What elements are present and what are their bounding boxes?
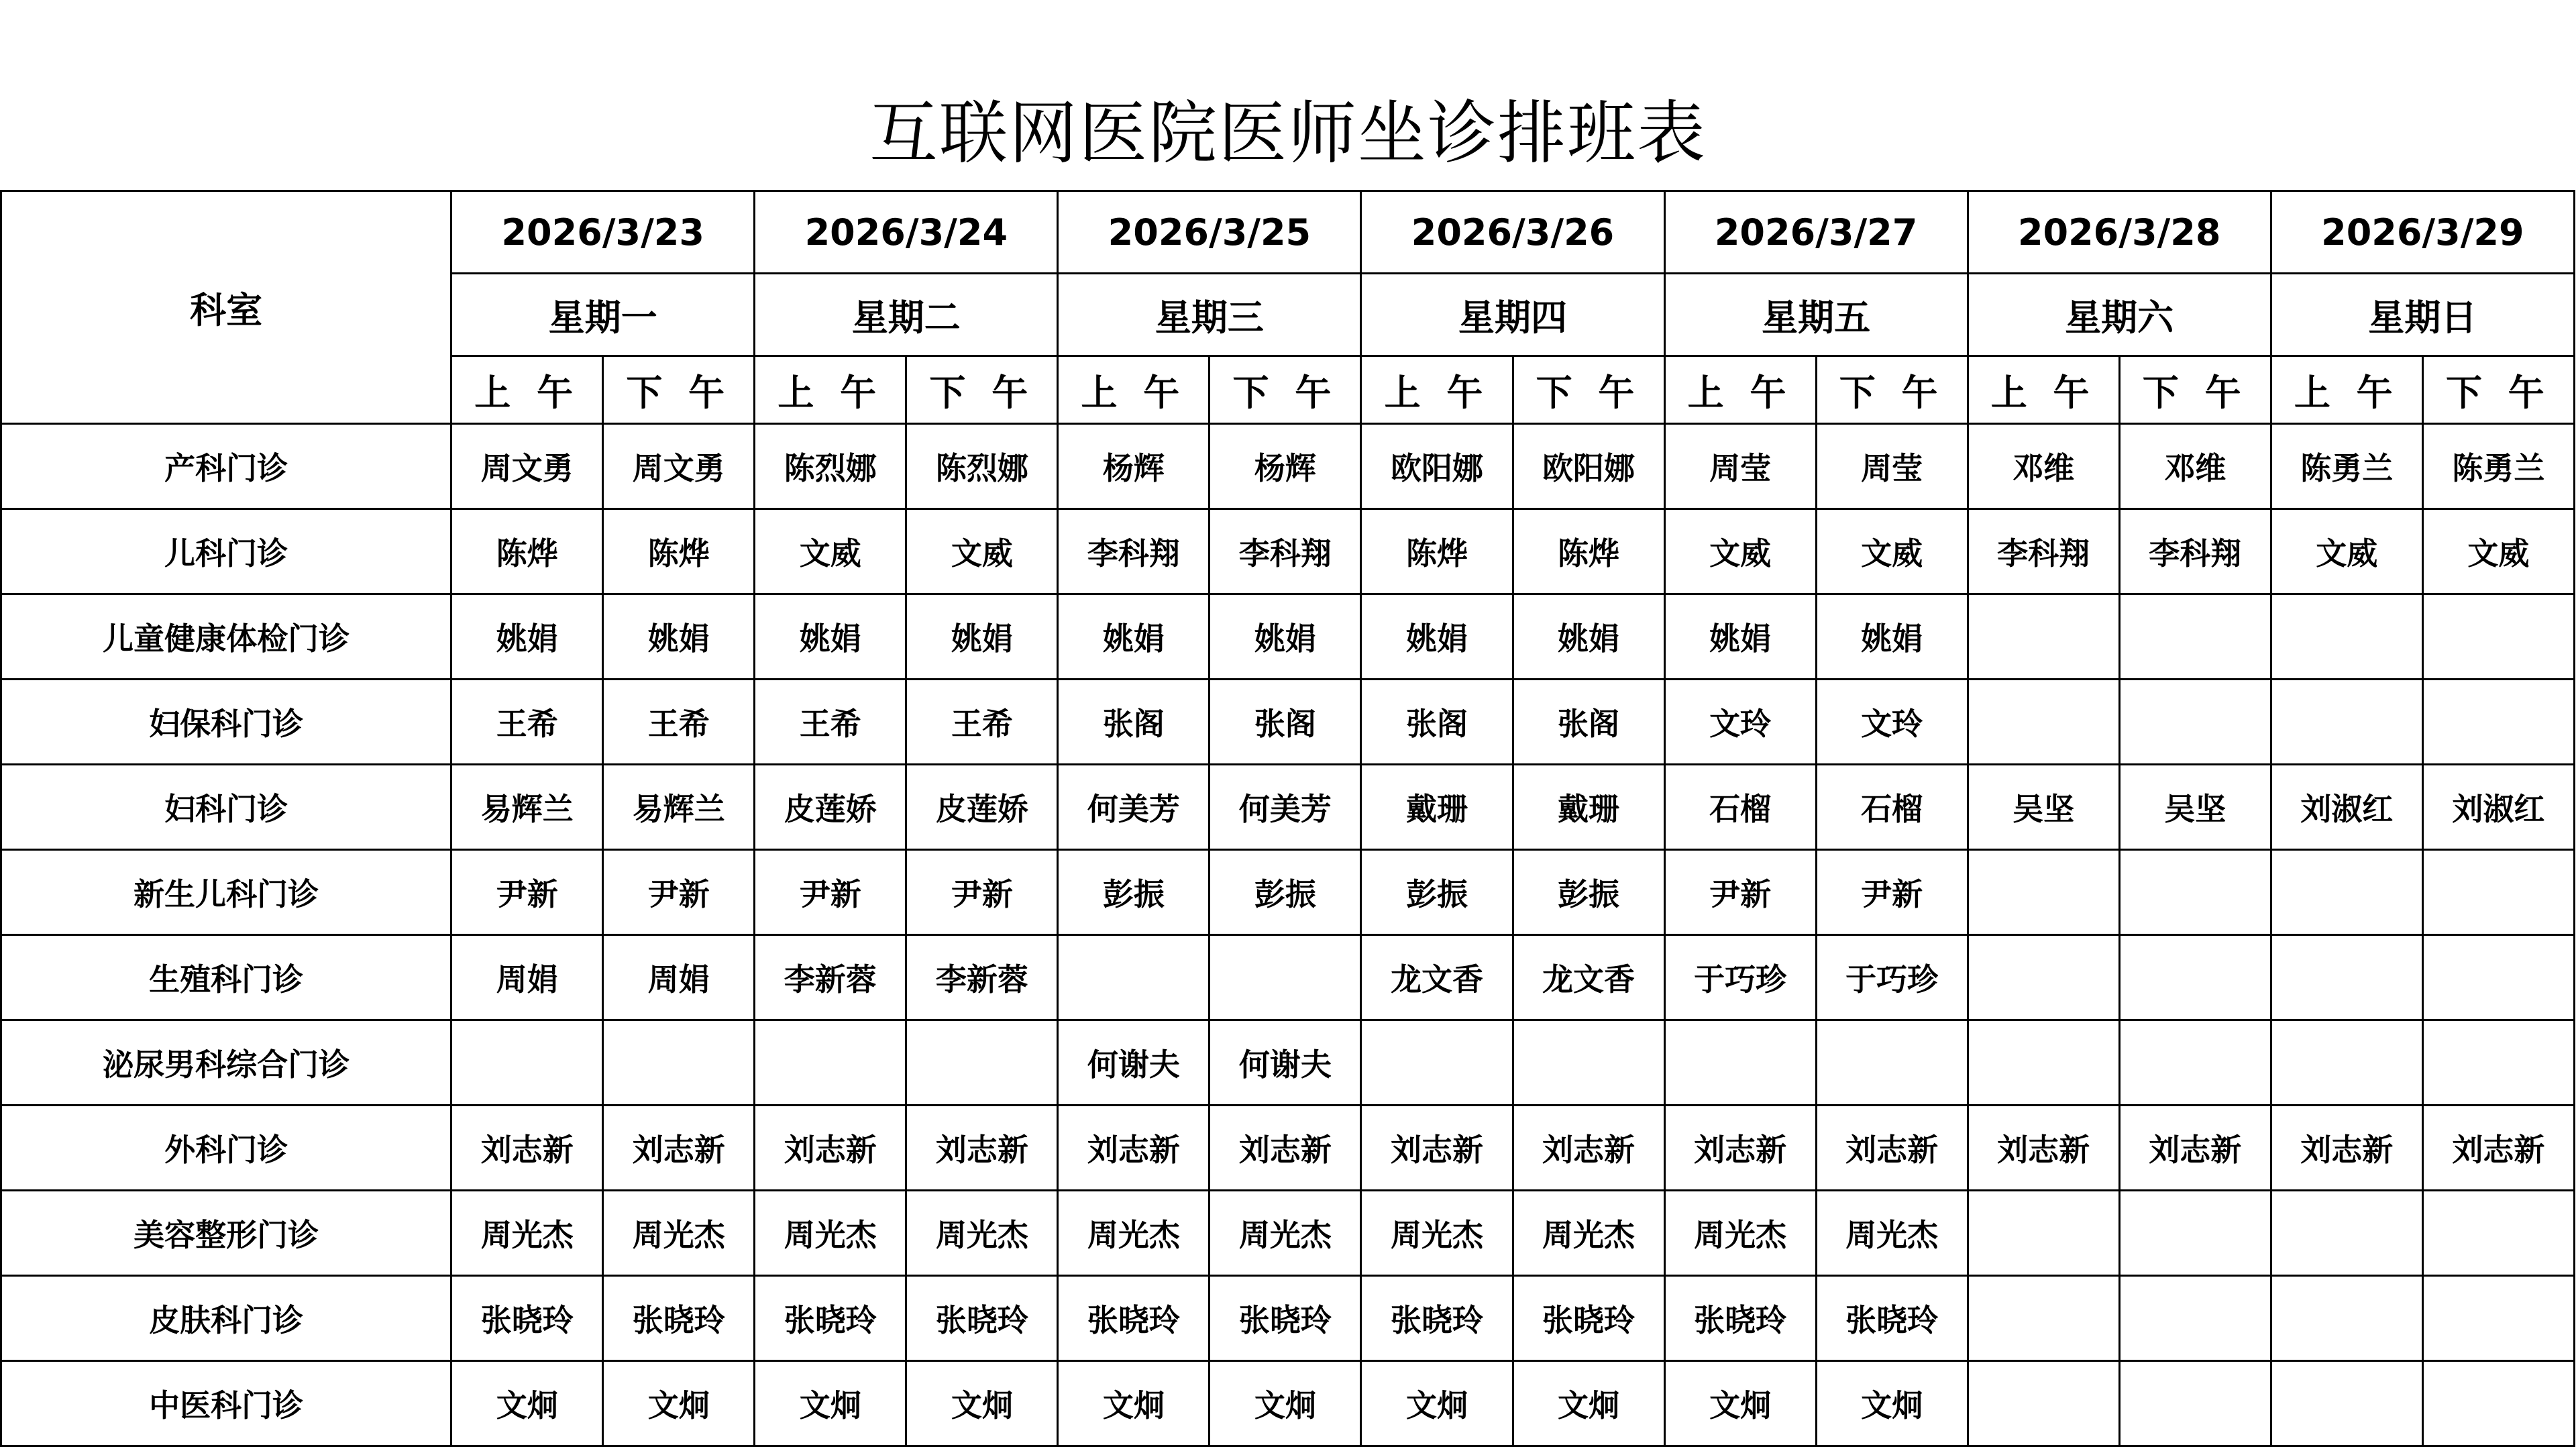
doctor-cell bbox=[1968, 680, 2119, 765]
doctor-cell: 尹新 bbox=[1816, 850, 1968, 935]
doctor-cell: 张晓玲 bbox=[1816, 1276, 1968, 1361]
weekday-header: 星期三 bbox=[1058, 274, 1361, 356]
doctor-cell: 文炯 bbox=[1664, 1361, 1816, 1446]
doctor-cell: 刘淑红 bbox=[2271, 765, 2422, 850]
doctor-cell: 姚娟 bbox=[451, 594, 603, 680]
doctor-cell: 文炯 bbox=[755, 1361, 906, 1446]
doctor-cell: 陈烨 bbox=[1513, 509, 1664, 594]
doctor-cell: 石榴 bbox=[1816, 765, 1968, 850]
doctor-cell bbox=[2119, 850, 2271, 935]
doctor-cell: 王希 bbox=[603, 680, 755, 765]
doctor-cell: 陈烈娜 bbox=[755, 424, 906, 509]
doctor-cell: 刘志新 bbox=[755, 1106, 906, 1191]
doctor-cell bbox=[2271, 935, 2422, 1020]
doctor-cell: 李新蓉 bbox=[755, 935, 906, 1020]
am-header: 上 午 bbox=[755, 356, 906, 424]
doctor-cell: 文炯 bbox=[906, 1361, 1058, 1446]
am-header: 上 午 bbox=[2271, 356, 2422, 424]
doctor-cell: 刘志新 bbox=[1816, 1106, 1968, 1191]
doctor-cell: 张晓玲 bbox=[906, 1276, 1058, 1361]
doctor-cell: 周光杰 bbox=[1816, 1191, 1968, 1276]
doctor-cell: 杨辉 bbox=[1210, 424, 1361, 509]
doctor-cell: 周光杰 bbox=[603, 1191, 755, 1276]
date-header: 2026/3/23 bbox=[451, 191, 755, 274]
doctor-cell: 文威 bbox=[1664, 509, 1816, 594]
doctor-cell: 皮莲娇 bbox=[755, 765, 906, 850]
doctor-cell bbox=[2119, 680, 2271, 765]
doctor-cell: 刘志新 bbox=[1058, 1106, 1210, 1191]
doctor-cell: 尹新 bbox=[906, 850, 1058, 935]
doctor-cell: 杨辉 bbox=[1058, 424, 1210, 509]
doctor-cell: 刘志新 bbox=[1968, 1106, 2119, 1191]
department-cell: 妇保科门诊 bbox=[1, 680, 451, 765]
doctor-cell: 文威 bbox=[2271, 509, 2422, 594]
doctor-cell bbox=[2271, 680, 2422, 765]
department-cell: 产科门诊 bbox=[1, 424, 451, 509]
doctor-cell: 张晓玲 bbox=[603, 1276, 755, 1361]
doctor-cell: 刘志新 bbox=[603, 1106, 755, 1191]
doctor-cell bbox=[1968, 1361, 2119, 1446]
weekday-header: 星期五 bbox=[1664, 274, 1968, 356]
doctor-cell: 周光杰 bbox=[1664, 1191, 1816, 1276]
date-header: 2026/3/29 bbox=[2271, 191, 2574, 274]
doctor-cell bbox=[1816, 1020, 1968, 1106]
doctor-cell: 刘志新 bbox=[1664, 1106, 1816, 1191]
doctor-cell: 张阁 bbox=[1210, 680, 1361, 765]
am-header: 上 午 bbox=[1968, 356, 2119, 424]
doctor-cell: 戴珊 bbox=[1361, 765, 1513, 850]
pm-header: 下 午 bbox=[1210, 356, 1361, 424]
doctor-cell bbox=[2119, 594, 2271, 680]
doctor-cell: 姚娟 bbox=[1513, 594, 1664, 680]
pm-header: 下 午 bbox=[2422, 356, 2574, 424]
doctor-cell bbox=[2271, 850, 2422, 935]
doctor-cell bbox=[2271, 1191, 2422, 1276]
doctor-cell: 彭振 bbox=[1058, 850, 1210, 935]
weekday-header: 星期四 bbox=[1361, 274, 1664, 356]
department-cell: 皮肤科门诊 bbox=[1, 1276, 451, 1361]
doctor-cell: 姚娟 bbox=[1816, 594, 1968, 680]
doctor-cell: 刘志新 bbox=[2422, 1106, 2574, 1191]
doctor-cell bbox=[1058, 935, 1210, 1020]
doctor-cell: 王希 bbox=[906, 680, 1058, 765]
doctor-cell: 陈勇兰 bbox=[2422, 424, 2574, 509]
doctor-cell: 李新蓉 bbox=[906, 935, 1058, 1020]
date-header: 2026/3/28 bbox=[1968, 191, 2271, 274]
table-row bbox=[1, 424, 2575, 509]
doctor-cell: 李科翔 bbox=[2119, 509, 2271, 594]
department-cell: 外科门诊 bbox=[1, 1106, 451, 1191]
doctor-cell: 彭振 bbox=[1513, 850, 1664, 935]
am-header: 上 午 bbox=[1664, 356, 1816, 424]
doctor-cell: 周光杰 bbox=[1058, 1191, 1210, 1276]
doctor-cell bbox=[2422, 1020, 2574, 1106]
doctor-cell: 吴坚 bbox=[1968, 765, 2119, 850]
pm-header: 下 午 bbox=[603, 356, 755, 424]
doctor-cell bbox=[2422, 680, 2574, 765]
doctor-cell: 周莹 bbox=[1664, 424, 1816, 509]
doctor-cell: 文威 bbox=[906, 509, 1058, 594]
doctor-cell bbox=[2422, 935, 2574, 1020]
doctor-cell: 刘淑红 bbox=[2422, 765, 2574, 850]
pm-header: 下 午 bbox=[1513, 356, 1664, 424]
doctor-cell bbox=[451, 1020, 603, 1106]
doctor-cell: 张晓玲 bbox=[755, 1276, 906, 1361]
doctor-cell: 陈烨 bbox=[451, 509, 603, 594]
table-row bbox=[1, 509, 2575, 594]
doctor-cell bbox=[2271, 1276, 2422, 1361]
doctor-cell: 尹新 bbox=[603, 850, 755, 935]
doctor-cell: 于巧珍 bbox=[1816, 935, 1968, 1020]
doctor-cell: 周娟 bbox=[451, 935, 603, 1020]
doctor-cell: 周光杰 bbox=[755, 1191, 906, 1276]
doctor-cell bbox=[2271, 1020, 2422, 1106]
doctor-cell bbox=[2271, 1361, 2422, 1446]
department-cell: 生殖科门诊 bbox=[1, 935, 451, 1020]
table-row bbox=[1, 1276, 2575, 1361]
doctor-cell: 刘志新 bbox=[1513, 1106, 1664, 1191]
page-title: 互联网医院医师坐诊排班表 bbox=[869, 94, 1707, 174]
doctor-cell: 李科翔 bbox=[1968, 509, 2119, 594]
doctor-cell: 姚娟 bbox=[1210, 594, 1361, 680]
doctor-cell: 文炯 bbox=[1058, 1361, 1210, 1446]
doctor-cell: 文炯 bbox=[1513, 1361, 1664, 1446]
doctor-cell bbox=[755, 1020, 906, 1106]
doctor-cell: 姚娟 bbox=[1664, 594, 1816, 680]
doctor-cell bbox=[1210, 935, 1361, 1020]
doctor-cell: 何美芳 bbox=[1210, 765, 1361, 850]
doctor-cell bbox=[1968, 1276, 2119, 1361]
doctor-cell: 张晓玲 bbox=[1361, 1276, 1513, 1361]
weekday-header: 星期一 bbox=[451, 274, 755, 356]
doctor-cell bbox=[1968, 594, 2119, 680]
department-cell: 妇科门诊 bbox=[1, 765, 451, 850]
doctor-cell: 尹新 bbox=[451, 850, 603, 935]
doctor-cell bbox=[2271, 594, 2422, 680]
doctor-cell: 于巧珍 bbox=[1664, 935, 1816, 1020]
doctor-cell: 张阁 bbox=[1058, 680, 1210, 765]
doctor-cell: 陈烈娜 bbox=[906, 424, 1058, 509]
department-column-header: 科室 bbox=[1, 191, 451, 424]
doctor-cell: 彭振 bbox=[1361, 850, 1513, 935]
table-row bbox=[1, 1106, 2575, 1191]
doctor-cell: 欧阳娜 bbox=[1513, 424, 1664, 509]
doctor-cell: 张晓玲 bbox=[1210, 1276, 1361, 1361]
doctor-cell bbox=[1513, 1020, 1664, 1106]
am-header: 上 午 bbox=[451, 356, 603, 424]
doctor-cell: 文炯 bbox=[1361, 1361, 1513, 1446]
doctor-cell: 张晓玲 bbox=[1513, 1276, 1664, 1361]
doctor-cell: 石榴 bbox=[1664, 765, 1816, 850]
am-header: 上 午 bbox=[1058, 356, 1210, 424]
doctor-cell bbox=[1968, 1020, 2119, 1106]
doctor-cell bbox=[2422, 1361, 2574, 1446]
doctor-cell: 李科翔 bbox=[1058, 509, 1210, 594]
doctor-cell: 文威 bbox=[2422, 509, 2574, 594]
doctor-cell: 刘志新 bbox=[1361, 1106, 1513, 1191]
doctor-cell: 刘志新 bbox=[2119, 1106, 2271, 1191]
pm-header: 下 午 bbox=[906, 356, 1058, 424]
pm-header: 下 午 bbox=[1816, 356, 1968, 424]
department-cell: 儿科门诊 bbox=[1, 509, 451, 594]
doctor-cell bbox=[2422, 1191, 2574, 1276]
date-header: 2026/3/27 bbox=[1664, 191, 1968, 274]
table-row bbox=[1, 765, 2575, 850]
doctor-cell: 刘志新 bbox=[1210, 1106, 1361, 1191]
table-row bbox=[1, 1020, 2575, 1106]
doctor-cell bbox=[1361, 1020, 1513, 1106]
table-row bbox=[1, 1191, 2575, 1276]
department-cell: 新生儿科门诊 bbox=[1, 850, 451, 935]
doctor-cell: 姚娟 bbox=[1361, 594, 1513, 680]
doctor-cell bbox=[2119, 1020, 2271, 1106]
date-header: 2026/3/24 bbox=[755, 191, 1058, 274]
doctor-cell: 文玲 bbox=[1816, 680, 1968, 765]
table-row bbox=[1, 850, 2575, 935]
doctor-cell: 文炯 bbox=[603, 1361, 755, 1446]
doctor-cell: 张晓玲 bbox=[1058, 1276, 1210, 1361]
doctor-cell: 文威 bbox=[755, 509, 906, 594]
doctor-cell: 易辉兰 bbox=[603, 765, 755, 850]
weekday-header: 星期二 bbox=[755, 274, 1058, 356]
doctor-cell: 周娟 bbox=[603, 935, 755, 1020]
doctor-cell bbox=[2119, 935, 2271, 1020]
doctor-cell: 周文勇 bbox=[603, 424, 755, 509]
doctor-cell: 文玲 bbox=[1664, 680, 1816, 765]
am-header: 上 午 bbox=[1361, 356, 1513, 424]
date-header-row bbox=[1, 191, 2575, 274]
schedule-table bbox=[0, 190, 2575, 1447]
department-cell: 儿童健康体检门诊 bbox=[1, 594, 451, 680]
doctor-cell: 邓维 bbox=[2119, 424, 2271, 509]
doctor-cell: 姚娟 bbox=[906, 594, 1058, 680]
department-cell: 中医科门诊 bbox=[1, 1361, 451, 1446]
doctor-cell: 何谢夫 bbox=[1210, 1020, 1361, 1106]
doctor-cell: 龙文香 bbox=[1361, 935, 1513, 1020]
table-row bbox=[1, 594, 2575, 680]
table-row bbox=[1, 935, 2575, 1020]
table-row bbox=[1, 680, 2575, 765]
doctor-cell: 文威 bbox=[1816, 509, 1968, 594]
doctor-cell: 尹新 bbox=[1664, 850, 1816, 935]
weekday-header: 星期日 bbox=[2271, 274, 2574, 356]
doctor-cell: 何美芳 bbox=[1058, 765, 1210, 850]
date-header: 2026/3/26 bbox=[1361, 191, 1664, 274]
doctor-cell: 张晓玲 bbox=[451, 1276, 603, 1361]
doctor-cell: 皮莲娇 bbox=[906, 765, 1058, 850]
doctor-cell: 张阁 bbox=[1513, 680, 1664, 765]
doctor-cell: 尹新 bbox=[755, 850, 906, 935]
doctor-cell: 陈勇兰 bbox=[2271, 424, 2422, 509]
doctor-cell bbox=[2422, 850, 2574, 935]
doctor-cell: 邓维 bbox=[1968, 424, 2119, 509]
doctor-cell bbox=[1968, 1191, 2119, 1276]
doctor-cell: 吴坚 bbox=[2119, 765, 2271, 850]
doctor-cell: 周光杰 bbox=[1513, 1191, 1664, 1276]
doctor-cell bbox=[1664, 1020, 1816, 1106]
doctor-cell: 李科翔 bbox=[1210, 509, 1361, 594]
doctor-cell: 周光杰 bbox=[1361, 1191, 1513, 1276]
doctor-cell: 王希 bbox=[755, 680, 906, 765]
doctor-cell bbox=[603, 1020, 755, 1106]
doctor-cell: 周光杰 bbox=[906, 1191, 1058, 1276]
doctor-cell: 文炯 bbox=[1210, 1361, 1361, 1446]
doctor-cell: 张晓玲 bbox=[1664, 1276, 1816, 1361]
doctor-cell: 周莹 bbox=[1816, 424, 1968, 509]
pm-header: 下 午 bbox=[2119, 356, 2271, 424]
doctor-cell bbox=[2422, 594, 2574, 680]
department-cell: 泌尿男科综合门诊 bbox=[1, 1020, 451, 1106]
doctor-cell: 刘志新 bbox=[906, 1106, 1058, 1191]
doctor-cell bbox=[906, 1020, 1058, 1106]
doctor-cell: 周光杰 bbox=[451, 1191, 603, 1276]
department-cell: 美容整形门诊 bbox=[1, 1191, 451, 1276]
doctor-cell: 陈烨 bbox=[603, 509, 755, 594]
doctor-cell: 龙文香 bbox=[1513, 935, 1664, 1020]
doctor-cell bbox=[2119, 1191, 2271, 1276]
doctor-cell: 刘志新 bbox=[451, 1106, 603, 1191]
doctor-cell: 姚娟 bbox=[603, 594, 755, 680]
doctor-cell: 戴珊 bbox=[1513, 765, 1664, 850]
doctor-cell bbox=[2119, 1361, 2271, 1446]
doctor-cell: 周光杰 bbox=[1210, 1191, 1361, 1276]
doctor-cell: 姚娟 bbox=[755, 594, 906, 680]
doctor-cell: 何谢夫 bbox=[1058, 1020, 1210, 1106]
doctor-cell: 张阁 bbox=[1361, 680, 1513, 765]
date-header: 2026/3/25 bbox=[1058, 191, 1361, 274]
doctor-cell: 文炯 bbox=[451, 1361, 603, 1446]
schedule-body bbox=[1, 424, 2575, 1446]
doctor-cell bbox=[2422, 1276, 2574, 1361]
doctor-cell: 陈烨 bbox=[1361, 509, 1513, 594]
doctor-cell: 王希 bbox=[451, 680, 603, 765]
doctor-cell bbox=[1968, 850, 2119, 935]
doctor-cell: 欧阳娜 bbox=[1361, 424, 1513, 509]
doctor-cell: 易辉兰 bbox=[451, 765, 603, 850]
weekday-header: 星期六 bbox=[1968, 274, 2271, 356]
doctor-cell bbox=[2119, 1276, 2271, 1361]
table-row bbox=[1, 1361, 2575, 1446]
doctor-cell bbox=[1968, 935, 2119, 1020]
doctor-cell: 姚娟 bbox=[1058, 594, 1210, 680]
doctor-cell: 文炯 bbox=[1816, 1361, 1968, 1446]
doctor-cell: 周文勇 bbox=[451, 424, 603, 509]
doctor-cell: 彭振 bbox=[1210, 850, 1361, 935]
doctor-cell: 刘志新 bbox=[2271, 1106, 2422, 1191]
